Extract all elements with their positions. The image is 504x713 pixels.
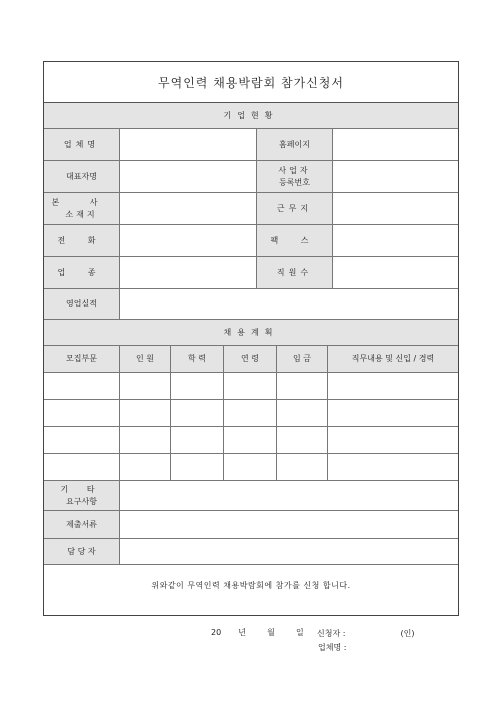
row-hq [44, 193, 458, 225]
hiring-cell[interactable] [44, 454, 120, 480]
hiring-cell[interactable] [44, 373, 120, 399]
field-documents[interactable] [120, 511, 458, 538]
date-day-label: 일 [295, 628, 304, 637]
field-hq[interactable] [120, 193, 257, 224]
hiring-row [44, 454, 458, 481]
col-header: 인 원 [120, 346, 171, 372]
hiring-cell[interactable] [277, 454, 328, 480]
section-company-header: 기업현황 [44, 103, 458, 129]
label-hq-line1: 본 사 [51, 197, 112, 207]
hiring-cell[interactable] [171, 454, 224, 480]
hiring-cell[interactable] [120, 427, 171, 453]
label-business-type: 근무지 [257, 193, 333, 224]
hiring-cell[interactable] [171, 373, 224, 399]
hiring-cell[interactable] [224, 427, 277, 453]
col-header: 모집부문 [44, 346, 120, 372]
hiring-cell[interactable] [277, 427, 328, 453]
col-header: 직무내용 및 신입 / 경력 [328, 346, 458, 372]
seal-mark: (인) [400, 629, 415, 638]
field-homepage[interactable] [333, 129, 458, 160]
field-business-type[interactable] [333, 193, 458, 224]
label-sales: 영업실적 [44, 289, 120, 319]
field-other[interactable] [120, 481, 458, 510]
row-phone [44, 225, 458, 257]
field-representative[interactable] [120, 161, 257, 192]
label-biz-reg-line2: 등록번호 [279, 177, 310, 187]
label-homepage: 홈페이지 [257, 129, 333, 160]
label-biz-reg-line1: 사업자 [278, 165, 311, 175]
label-documents: 제출서류 [44, 511, 120, 538]
row-documents [44, 511, 458, 539]
row-company-name [44, 129, 458, 161]
row-sales [44, 289, 458, 320]
date-month-label: 월 [267, 628, 275, 637]
applicant-line [317, 628, 415, 639]
label-representative: 대표자명 [44, 161, 120, 192]
hiring-row [44, 373, 458, 400]
hiring-cell[interactable] [328, 427, 458, 453]
company-label: 업체명 : [318, 643, 347, 652]
label-phone: 전 화 [44, 225, 120, 256]
hiring-cell[interactable] [328, 454, 458, 480]
label-employees: 직원수 [257, 257, 333, 288]
row-contact [44, 539, 458, 565]
field-biz-reg[interactable] [333, 161, 458, 192]
col-header: 연 령 [224, 346, 277, 372]
label-biz-reg [257, 161, 333, 192]
field-sales[interactable] [120, 289, 458, 319]
form-title: 무역인력 채용박람회 참가신청서 [44, 62, 458, 103]
date-year: 20 [211, 628, 222, 637]
section-hiring-header: 채용계획 [44, 320, 458, 346]
label-other-line2: 요구사항 [66, 496, 97, 506]
label-company-name: 업체명 [44, 129, 120, 160]
hiring-cell[interactable] [44, 427, 120, 453]
hiring-cell[interactable] [277, 400, 328, 426]
field-employees[interactable] [333, 257, 458, 288]
hiring-cell[interactable] [44, 400, 120, 426]
applicant-label: 신청자 : [317, 629, 346, 638]
field-company-name[interactable] [120, 129, 257, 160]
company-sign-line [318, 642, 346, 653]
row-other [44, 481, 458, 511]
col-header: 임 금 [277, 346, 328, 372]
hiring-cell[interactable] [224, 454, 277, 480]
hiring-cell[interactable] [328, 400, 458, 426]
date-line [211, 627, 304, 638]
hiring-cell[interactable] [171, 400, 224, 426]
hiring-cell[interactable] [120, 400, 171, 426]
label-other-line1: 기 타 [60, 484, 103, 494]
hiring-cell[interactable] [171, 427, 224, 453]
signature-area [44, 565, 458, 660]
hiring-cell[interactable] [120, 454, 171, 480]
field-contact[interactable] [120, 539, 458, 564]
hiring-cell[interactable] [277, 373, 328, 399]
hiring-cell[interactable] [328, 373, 458, 399]
col-header: 학 력 [171, 346, 224, 372]
hiring-cell[interactable] [224, 373, 277, 399]
row-industry [44, 257, 458, 289]
statement-text: 위와같이 무역인력 채용박람회에 참가를 신청 합니다. [151, 581, 351, 590]
label-fax: 팩 스 [257, 225, 333, 256]
field-phone[interactable] [120, 225, 257, 256]
hiring-cell[interactable] [224, 400, 277, 426]
hiring-cell[interactable] [120, 373, 171, 399]
label-hq-line2: 소재지 [65, 209, 98, 219]
hiring-row [44, 427, 458, 454]
label-other [44, 481, 120, 510]
field-industry[interactable] [120, 257, 257, 288]
label-industry: 업 종 [44, 257, 120, 288]
hiring-header-row [44, 346, 458, 373]
row-representative [44, 161, 458, 193]
field-fax[interactable] [333, 225, 458, 256]
date-year-label: 년 [238, 628, 247, 637]
label-hq [44, 193, 120, 224]
label-contact: 담 당 자 [44, 539, 120, 564]
hiring-row [44, 400, 458, 427]
